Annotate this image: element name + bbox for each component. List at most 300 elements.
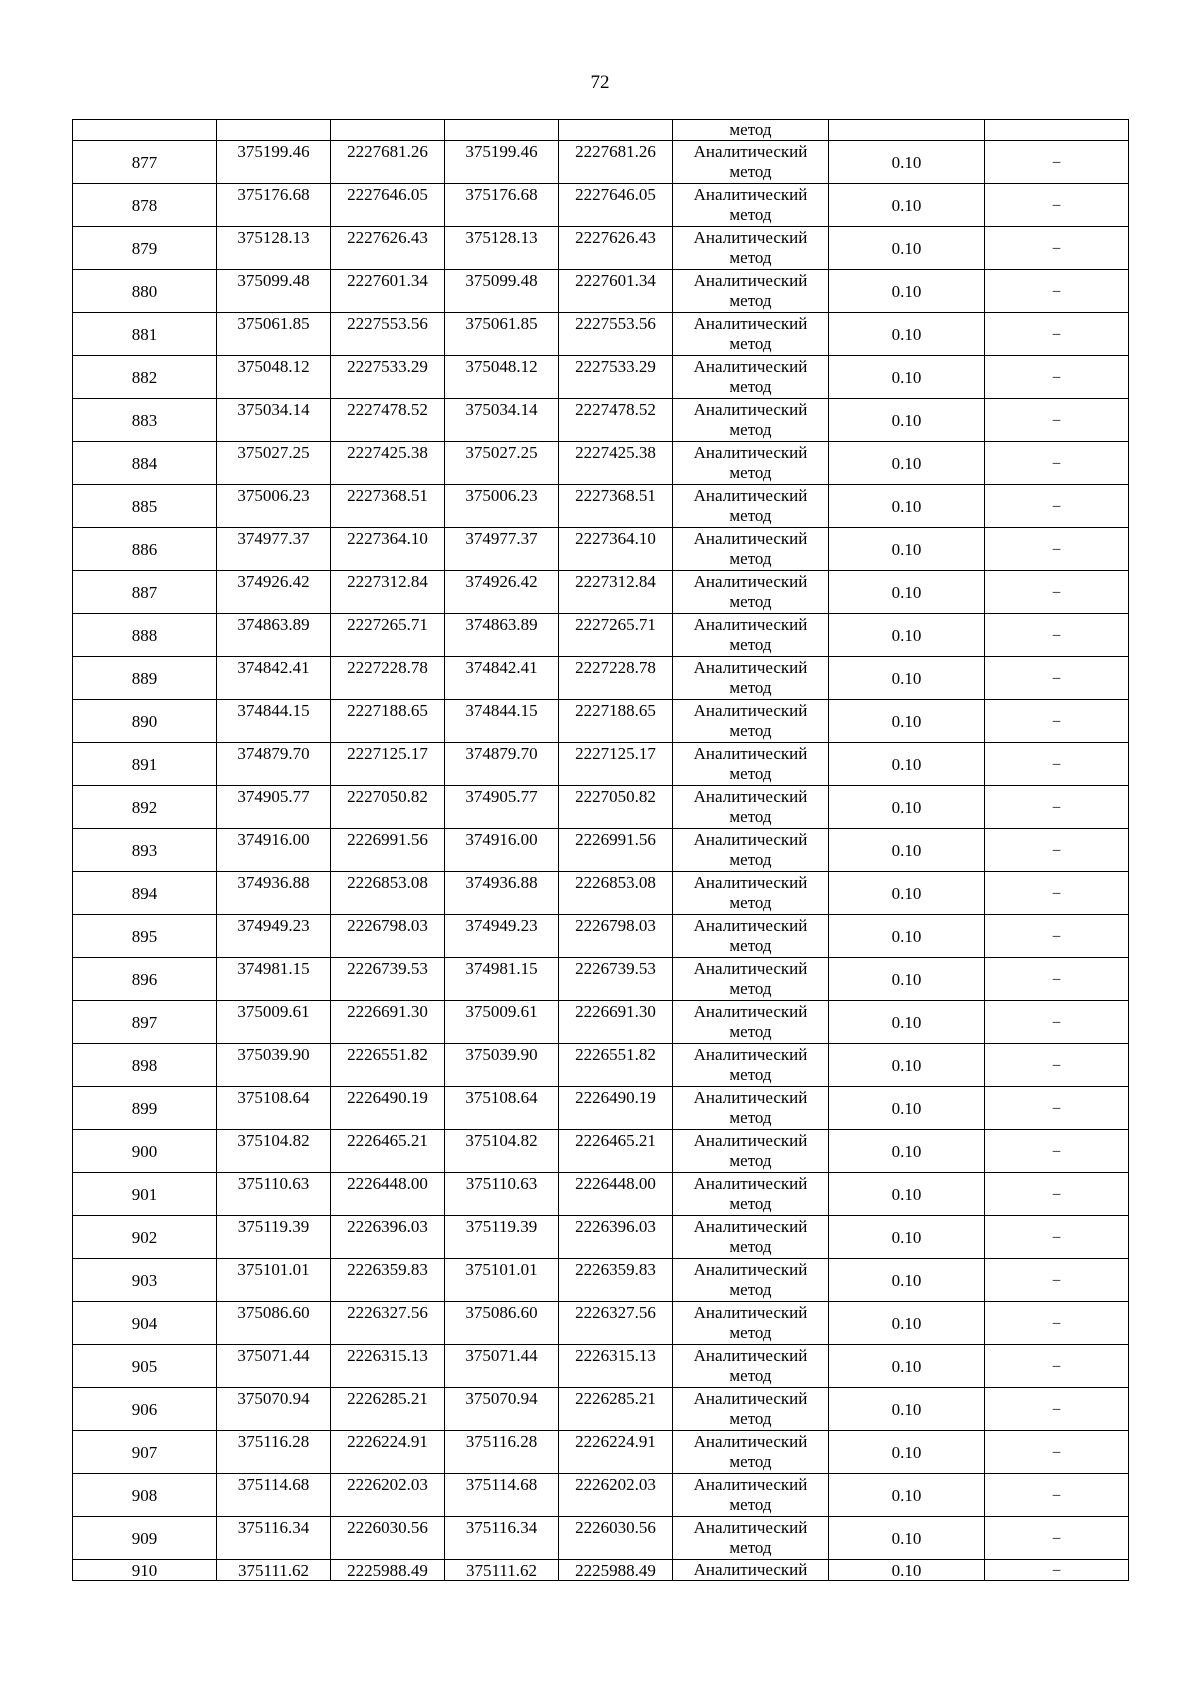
x2-cell: 375116.34	[445, 1517, 559, 1560]
x2-cell: 375101.01	[445, 1259, 559, 1302]
method-cell	[673, 141, 829, 184]
accuracy-cell: 0.10	[829, 1001, 985, 1044]
table-row	[73, 141, 1129, 184]
method-cell	[673, 442, 829, 485]
method-line-1: Аналитический	[693, 959, 808, 978]
y1-cell: 2227478.52	[331, 399, 445, 442]
method-line-2: метод	[729, 850, 772, 869]
x1-cell: 374949.23	[217, 915, 331, 958]
point-id-cell: 909	[73, 1517, 217, 1560]
accuracy-cell: 0.10	[829, 1345, 985, 1388]
x2-cell: 375027.25	[445, 442, 559, 485]
y1-cell: 2226285.21	[331, 1388, 445, 1431]
y1-cell: 2226202.03	[331, 1474, 445, 1517]
method-line-2: метод	[729, 1151, 772, 1170]
method-cell	[673, 399, 829, 442]
note-cell: –	[985, 313, 1129, 356]
method-line-1: Аналитический	[693, 1475, 808, 1494]
method-line-1: Аналитический	[693, 1260, 808, 1279]
point-id-cell: 878	[73, 184, 217, 227]
method-line-1: Аналитический	[693, 1217, 808, 1236]
x2-cell: 375111.62	[445, 1560, 559, 1581]
point-id-cell: 905	[73, 1345, 217, 1388]
accuracy-cell: 0.10	[829, 1087, 985, 1130]
y1-cell: 2227626.43	[331, 227, 445, 270]
table-row	[73, 915, 1129, 958]
note-cell: –	[985, 614, 1129, 657]
accuracy-cell: 0.10	[829, 356, 985, 399]
method-line-1: Аналитический	[693, 658, 808, 677]
y1-cell: 2226691.30	[331, 1001, 445, 1044]
note-cell: –	[985, 1087, 1129, 1130]
accuracy-cell: 0.10	[829, 442, 985, 485]
y2-cell: 2226285.21	[559, 1388, 673, 1431]
x2-cell: 374926.42	[445, 571, 559, 614]
y2-cell: 2227646.05	[559, 184, 673, 227]
y2-cell: 2227265.71	[559, 614, 673, 657]
x1-cell: 374905.77	[217, 786, 331, 829]
y2-cell: 2227553.56	[559, 313, 673, 356]
x1-cell: 374842.41	[217, 657, 331, 700]
y2-cell: 2226465.21	[559, 1130, 673, 1173]
y1-cell: 2226396.03	[331, 1216, 445, 1259]
table-row	[73, 1087, 1129, 1130]
coordinates-table	[72, 119, 1129, 1581]
method-line-1: Аналитический	[693, 1432, 808, 1451]
point-id-cell: 882	[73, 356, 217, 399]
x2-cell: 375070.94	[445, 1388, 559, 1431]
method-cell	[673, 1259, 829, 1302]
y1-cell: 2227646.05	[331, 184, 445, 227]
accuracy-cell: 0.10	[829, 743, 985, 786]
table-row	[73, 571, 1129, 614]
note-cell: –	[985, 743, 1129, 786]
table-row	[73, 872, 1129, 915]
note-cell: –	[985, 1345, 1129, 1388]
point-id-cell: 902	[73, 1216, 217, 1259]
x1-cell: 375039.90	[217, 1044, 331, 1087]
x2-cell: 375034.14	[445, 399, 559, 442]
x2-cell: 375099.48	[445, 270, 559, 313]
y2-cell: 2227368.51	[559, 485, 673, 528]
page-number: 72	[590, 72, 610, 93]
method-line-2: метод	[729, 420, 772, 439]
point-id-cell: 888	[73, 614, 217, 657]
method-line-1: Аналитический	[693, 185, 808, 204]
note-cell: –	[985, 1388, 1129, 1431]
x2-cell: 375061.85	[445, 313, 559, 356]
method-line-2: метод	[729, 248, 772, 267]
method-line-1: Аналитический	[693, 873, 808, 892]
x2-cell: 375039.90	[445, 1044, 559, 1087]
x1-cell: 374863.89	[217, 614, 331, 657]
point-id-cell: 877	[73, 141, 217, 184]
note-cell: –	[985, 700, 1129, 743]
method-line-2: метод	[729, 1237, 772, 1256]
x1-cell: 374879.70	[217, 743, 331, 786]
method-line-2: метод	[729, 764, 772, 783]
y1-cell: 2226315.13	[331, 1345, 445, 1388]
y1-cell: 2227553.56	[331, 313, 445, 356]
method-line-1: Аналитический	[693, 314, 808, 333]
method-cell	[673, 313, 829, 356]
x2-cell: 374905.77	[445, 786, 559, 829]
method-line-1: Аналитический	[693, 271, 808, 290]
accuracy-cell: 0.10	[829, 786, 985, 829]
x1-cell: 375034.14	[217, 399, 331, 442]
note-cell	[985, 120, 1129, 141]
method-line-1: Аналитический	[693, 1346, 808, 1365]
method-cell: метод	[673, 120, 829, 141]
accuracy-cell: 0.10	[829, 528, 985, 571]
x1-cell: 375128.13	[217, 227, 331, 270]
x1-cell: 374977.37	[217, 528, 331, 571]
y2-cell: 2225988.49	[559, 1560, 673, 1581]
y2-cell	[559, 120, 673, 141]
method-line-1: Аналитический	[693, 486, 808, 505]
method-line-2: метод	[729, 936, 772, 955]
x2-cell: 375048.12	[445, 356, 559, 399]
method-line-2: метод	[729, 205, 772, 224]
y2-cell: 2227188.65	[559, 700, 673, 743]
method-line-2: метод	[729, 549, 772, 568]
point-id-cell: 906	[73, 1388, 217, 1431]
accuracy-cell: 0.10	[829, 657, 985, 700]
table-row	[73, 356, 1129, 399]
y2-cell: 2226202.03	[559, 1474, 673, 1517]
x2-cell: 374879.70	[445, 743, 559, 786]
y2-cell: 2226490.19	[559, 1087, 673, 1130]
note-cell: –	[985, 141, 1129, 184]
accuracy-cell: 0.10	[829, 915, 985, 958]
y2-cell: 2226853.08	[559, 872, 673, 915]
x1-cell: 375061.85	[217, 313, 331, 356]
point-id-cell: 903	[73, 1259, 217, 1302]
x2-cell: 375119.39	[445, 1216, 559, 1259]
method-cell	[673, 1087, 829, 1130]
x2-cell: 375114.68	[445, 1474, 559, 1517]
y2-cell: 2227681.26	[559, 141, 673, 184]
point-id-cell: 896	[73, 958, 217, 1001]
y2-cell: 2227601.34	[559, 270, 673, 313]
y1-cell: 2226798.03	[331, 915, 445, 958]
method-cell	[673, 872, 829, 915]
x1-cell: 375119.39	[217, 1216, 331, 1259]
x2-cell: 375006.23	[445, 485, 559, 528]
accuracy-cell	[829, 120, 985, 141]
table-row	[73, 270, 1129, 313]
method-cell	[673, 1560, 829, 1581]
note-cell: –	[985, 528, 1129, 571]
y2-cell: 2227050.82	[559, 786, 673, 829]
point-id-cell: 908	[73, 1474, 217, 1517]
y2-cell: 2227425.38	[559, 442, 673, 485]
x2-cell: 374844.15	[445, 700, 559, 743]
y2-cell: 2226359.83	[559, 1259, 673, 1302]
method-cell	[673, 700, 829, 743]
x1-cell: 375111.62	[217, 1560, 331, 1581]
x1-cell: 375116.34	[217, 1517, 331, 1560]
note-cell: –	[985, 1130, 1129, 1173]
method-cell	[673, 657, 829, 700]
accuracy-cell: 0.10	[829, 1474, 985, 1517]
note-cell: –	[985, 184, 1129, 227]
x2-cell: 374949.23	[445, 915, 559, 958]
accuracy-cell: 0.10	[829, 1302, 985, 1345]
x1-cell: 375006.23	[217, 485, 331, 528]
y2-cell: 2227125.17	[559, 743, 673, 786]
x2-cell: 375009.61	[445, 1001, 559, 1044]
table-row	[73, 657, 1129, 700]
x1-cell: 375071.44	[217, 1345, 331, 1388]
method-cell	[673, 1474, 829, 1517]
note-cell: –	[985, 657, 1129, 700]
point-id-cell: 898	[73, 1044, 217, 1087]
y2-cell: 2226691.30	[559, 1001, 673, 1044]
table-row	[73, 829, 1129, 872]
x1-cell: 375116.28	[217, 1431, 331, 1474]
x2-cell: 374916.00	[445, 829, 559, 872]
y1-cell: 2227368.51	[331, 485, 445, 528]
y2-cell: 2226030.56	[559, 1517, 673, 1560]
table-row	[73, 1130, 1129, 1173]
method-line-2: метод	[729, 893, 772, 912]
method-line-2: метод	[729, 635, 772, 654]
table-row	[73, 528, 1129, 571]
method-cell	[673, 1001, 829, 1044]
method-cell	[673, 1517, 829, 1560]
method-line-2: метод	[729, 1022, 772, 1041]
x2-cell: 375116.28	[445, 1431, 559, 1474]
method-line-1: Аналитический	[693, 1131, 808, 1150]
method-cell	[673, 528, 829, 571]
accuracy-cell: 0.10	[829, 1259, 985, 1302]
point-id-cell: 889	[73, 657, 217, 700]
table-row	[73, 485, 1129, 528]
y2-cell: 2227312.84	[559, 571, 673, 614]
x2-cell: 374981.15	[445, 958, 559, 1001]
method-cell	[673, 1302, 829, 1345]
point-id-cell: 895	[73, 915, 217, 958]
table-row	[73, 1431, 1129, 1474]
x1-cell: 375048.12	[217, 356, 331, 399]
x1-cell: 374926.42	[217, 571, 331, 614]
method-line-2: метод	[729, 1280, 772, 1299]
note-cell: –	[985, 356, 1129, 399]
table-row	[73, 313, 1129, 356]
note-cell: –	[985, 1001, 1129, 1044]
method-line-2: метод	[729, 162, 772, 181]
x2-cell: 375071.44	[445, 1345, 559, 1388]
table-row	[73, 1044, 1129, 1087]
x1-cell: 375099.48	[217, 270, 331, 313]
x2-cell: 375108.64	[445, 1087, 559, 1130]
method-line-1: Аналитический	[693, 615, 808, 634]
method-line-1: Аналитический	[693, 357, 808, 376]
method-cell	[673, 1044, 829, 1087]
method-line-1: Аналитический	[693, 1045, 808, 1064]
method-cell	[673, 227, 829, 270]
accuracy-cell: 0.10	[829, 1130, 985, 1173]
point-id-cell: 879	[73, 227, 217, 270]
x1-cell: 375101.01	[217, 1259, 331, 1302]
x1-cell: 375114.68	[217, 1474, 331, 1517]
y2-cell: 2226798.03	[559, 915, 673, 958]
table-row	[73, 1001, 1129, 1044]
x2-cell: 375176.68	[445, 184, 559, 227]
method-line-1: Аналитический	[693, 1560, 808, 1579]
x1-cell: 375104.82	[217, 1130, 331, 1173]
method-line-2: метод	[729, 592, 772, 611]
method-cell	[673, 1431, 829, 1474]
note-cell: –	[985, 270, 1129, 313]
accuracy-cell: 0.10	[829, 399, 985, 442]
x2-cell: 375110.63	[445, 1173, 559, 1216]
x1-cell: 374916.00	[217, 829, 331, 872]
method-line-2: метод	[729, 1108, 772, 1127]
x2-cell: 374863.89	[445, 614, 559, 657]
x2-cell	[445, 120, 559, 141]
method-line-1: Аналитический	[693, 1088, 808, 1107]
point-id-cell	[73, 120, 217, 141]
x2-cell: 375199.46	[445, 141, 559, 184]
table-row	[73, 1560, 1129, 1581]
method-cell	[673, 1388, 829, 1431]
accuracy-cell: 0.10	[829, 829, 985, 872]
method-line-1: Аналитический	[693, 701, 808, 720]
method-line-2: метод	[729, 807, 772, 826]
y2-cell: 2226224.91	[559, 1431, 673, 1474]
accuracy-cell: 0.10	[829, 485, 985, 528]
method-line-1: Аналитический	[693, 142, 808, 161]
y1-cell	[331, 120, 445, 141]
table-row	[73, 227, 1129, 270]
table-row	[73, 442, 1129, 485]
method-cell	[673, 614, 829, 657]
y2-cell: 2226327.56	[559, 1302, 673, 1345]
method-line-2: метод	[729, 979, 772, 998]
x1-cell: 375110.63	[217, 1173, 331, 1216]
y1-cell: 2226359.83	[331, 1259, 445, 1302]
method-cell	[673, 915, 829, 958]
x1-cell: 375009.61	[217, 1001, 331, 1044]
method-line-1: Аналитический	[693, 400, 808, 419]
y1-cell: 2227533.29	[331, 356, 445, 399]
table-row	[73, 1517, 1129, 1560]
accuracy-cell: 0.10	[829, 700, 985, 743]
y1-cell: 2227312.84	[331, 571, 445, 614]
y1-cell: 2227681.26	[331, 141, 445, 184]
point-id-cell: 891	[73, 743, 217, 786]
point-id-cell: 887	[73, 571, 217, 614]
y1-cell: 2227050.82	[331, 786, 445, 829]
y1-cell: 2226490.19	[331, 1087, 445, 1130]
point-id-cell: 880	[73, 270, 217, 313]
x2-cell: 375128.13	[445, 227, 559, 270]
method-line-2: метод	[729, 291, 772, 310]
point-id-cell: 899	[73, 1087, 217, 1130]
y1-cell: 2226739.53	[331, 958, 445, 1001]
x1-cell: 374936.88	[217, 872, 331, 915]
accuracy-cell: 0.10	[829, 614, 985, 657]
note-cell: –	[985, 1044, 1129, 1087]
y1-cell: 2226448.00	[331, 1173, 445, 1216]
method-line-2: метод	[729, 463, 772, 482]
accuracy-cell: 0.10	[829, 1560, 985, 1581]
point-id-cell: 884	[73, 442, 217, 485]
accuracy-cell: 0.10	[829, 958, 985, 1001]
point-id-cell: 890	[73, 700, 217, 743]
method-cell	[673, 356, 829, 399]
accuracy-cell: 0.10	[829, 1216, 985, 1259]
method-line-2: метод	[729, 721, 772, 740]
y1-cell: 2227188.65	[331, 700, 445, 743]
method-line-2: метод	[729, 1409, 772, 1428]
method-line-2: метод	[729, 506, 772, 525]
method-cell	[673, 743, 829, 786]
y1-cell: 2226853.08	[331, 872, 445, 915]
method-cell	[673, 184, 829, 227]
note-cell: –	[985, 442, 1129, 485]
x1-cell: 375176.68	[217, 184, 331, 227]
table-row	[73, 1302, 1129, 1345]
point-id-cell: 881	[73, 313, 217, 356]
table-row	[73, 399, 1129, 442]
method-line-1: Аналитический	[693, 787, 808, 806]
point-id-cell: 894	[73, 872, 217, 915]
table-row	[73, 1474, 1129, 1517]
point-id-cell: 897	[73, 1001, 217, 1044]
note-cell: –	[985, 1517, 1129, 1560]
y1-cell: 2226030.56	[331, 1517, 445, 1560]
table-row	[73, 1173, 1129, 1216]
method-cell	[673, 571, 829, 614]
y1-cell: 2227425.38	[331, 442, 445, 485]
method-line-2: метод	[729, 1366, 772, 1385]
y1-cell: 2226465.21	[331, 1130, 445, 1173]
accuracy-cell: 0.10	[829, 270, 985, 313]
method-line-1: Аналитический	[693, 744, 808, 763]
accuracy-cell: 0.10	[829, 313, 985, 356]
y2-cell: 2226739.53	[559, 958, 673, 1001]
y1-cell: 2227228.78	[331, 657, 445, 700]
method-cell	[673, 786, 829, 829]
y1-cell: 2226224.91	[331, 1431, 445, 1474]
y2-cell: 2226315.13	[559, 1345, 673, 1388]
method-line-1: Аналитический	[693, 1174, 808, 1193]
y2-cell: 2227533.29	[559, 356, 673, 399]
accuracy-cell: 0.10	[829, 872, 985, 915]
accuracy-cell: 0.10	[829, 1388, 985, 1431]
note-cell: –	[985, 872, 1129, 915]
method-line-2: метод	[729, 678, 772, 697]
accuracy-cell: 0.10	[829, 141, 985, 184]
y2-cell: 2227364.10	[559, 528, 673, 571]
table-row	[73, 786, 1129, 829]
y1-cell: 2227364.10	[331, 528, 445, 571]
point-id-cell: 900	[73, 1130, 217, 1173]
method-line-2: метод	[729, 1495, 772, 1514]
x1-cell: 375070.94	[217, 1388, 331, 1431]
method-line-1: Аналитический	[693, 1002, 808, 1021]
method-line-2: метод	[729, 1452, 772, 1471]
y1-cell: 2227265.71	[331, 614, 445, 657]
method-cell	[673, 1130, 829, 1173]
point-id-cell: 883	[73, 399, 217, 442]
method-cell	[673, 485, 829, 528]
note-cell: –	[985, 1431, 1129, 1474]
x1-cell: 374844.15	[217, 700, 331, 743]
